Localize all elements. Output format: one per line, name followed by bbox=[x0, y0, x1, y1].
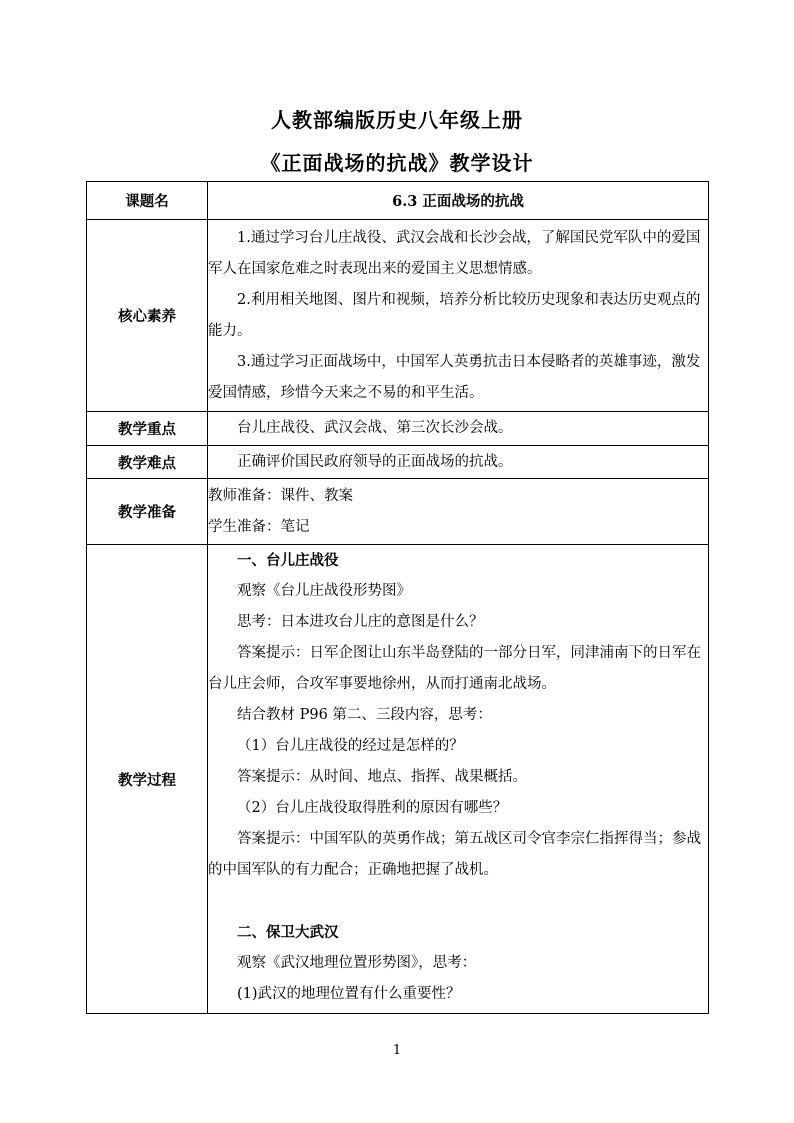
literacy-goal-3: 3.通过学习正面战场中，中国军人英勇抗击日本侵略者的英雄事迹，激发爱国情感，珍惜今天来之不易的和平生活。 bbox=[208, 353, 701, 401]
value-topic: 6.3 正面战场的抗战 bbox=[208, 182, 709, 220]
process-paragraph: 答案提示：日军企图让山东半岛登陆的一部分日军，同津浦南下的日军在台儿庄会师，合攻军事要地徐州，从而打通南北战场。 bbox=[208, 645, 701, 692]
lesson-plan-table bbox=[86, 181, 709, 1014]
value-process bbox=[208, 545, 709, 1014]
blank-line bbox=[208, 886, 708, 917]
process-paragraph: （1）台儿庄战役的经过是怎样的？ bbox=[237, 738, 464, 754]
row-literacy bbox=[87, 220, 709, 412]
label-topic: 课题名 bbox=[87, 182, 208, 220]
value-difficulties bbox=[208, 446, 709, 479]
value-key-points bbox=[208, 412, 709, 446]
row-difficulties bbox=[87, 446, 709, 479]
document-subtitle: 《正面战场的抗战》教学设计 bbox=[260, 151, 534, 175]
label-difficulties: 教学难点 bbox=[87, 446, 208, 479]
literacy-goal-2: 2.利用相关地图、图片和视频，培养分析比较历史现象和表达历史观点的能力。 bbox=[208, 291, 701, 339]
process-paragraph: 答案提示：中国军队的英勇作战；第五战区司令官李宗仁指挥得当；参战的中国军队的有力配合；正确地把握了战机。 bbox=[208, 831, 701, 878]
process-paragraph: 结合教材 P96 第二、三段内容，思考： bbox=[237, 707, 492, 723]
student-preparation: 学生准备：笔记 bbox=[208, 518, 310, 535]
process-paragraph: 思考：日本进攻台儿庄的意图是什么？ bbox=[237, 614, 484, 630]
process-paragraph: (1)武汉的地理位置有什么重要性？ bbox=[237, 986, 461, 1002]
document-title: 人教部编版历史八年级上册 bbox=[271, 108, 523, 132]
row-preparation bbox=[87, 479, 709, 545]
page-number: 1 bbox=[392, 1043, 402, 1058]
label-process: 教学过程 bbox=[87, 545, 208, 1014]
process-paragraph: 观察《台儿庄战役形势图》 bbox=[237, 583, 411, 599]
row-process bbox=[87, 545, 709, 1014]
difficulties-text: 正确评价国民政府领导的正面战场的抗战。 bbox=[237, 453, 513, 470]
label-literacy: 核心素养 bbox=[87, 220, 208, 412]
section-heading-2: 二、保卫大武汉 bbox=[237, 924, 339, 941]
key-points-text: 台儿庄战役、武汉会战、第三次长沙会战。 bbox=[237, 420, 513, 436]
label-key-points: 教学重点 bbox=[87, 412, 208, 446]
process-paragraph: 答案提示：从时间、地点、指挥、战果概括。 bbox=[237, 769, 527, 785]
teacher-preparation: 教师准备：课件、教案 bbox=[208, 487, 353, 504]
row-key-points bbox=[87, 412, 709, 446]
label-preparation: 教学准备 bbox=[87, 479, 208, 545]
process-paragraph: 观察《武汉地理位置形势图》，思考： bbox=[237, 955, 477, 971]
process-paragraph: （2）台儿庄战役取得胜利的原因有哪些？ bbox=[237, 800, 508, 816]
literacy-goal-1: 1.通过学习台儿庄战役、武汉会战和长沙会战，了解国民党军队中的爱国军人在国家危难之时表现出来的爱国主义思想情感。 bbox=[208, 229, 701, 277]
value-preparation bbox=[208, 479, 709, 545]
section-heading-1: 一、台儿庄战役 bbox=[237, 552, 339, 569]
row-topic bbox=[87, 182, 709, 220]
value-literacy bbox=[208, 220, 709, 412]
